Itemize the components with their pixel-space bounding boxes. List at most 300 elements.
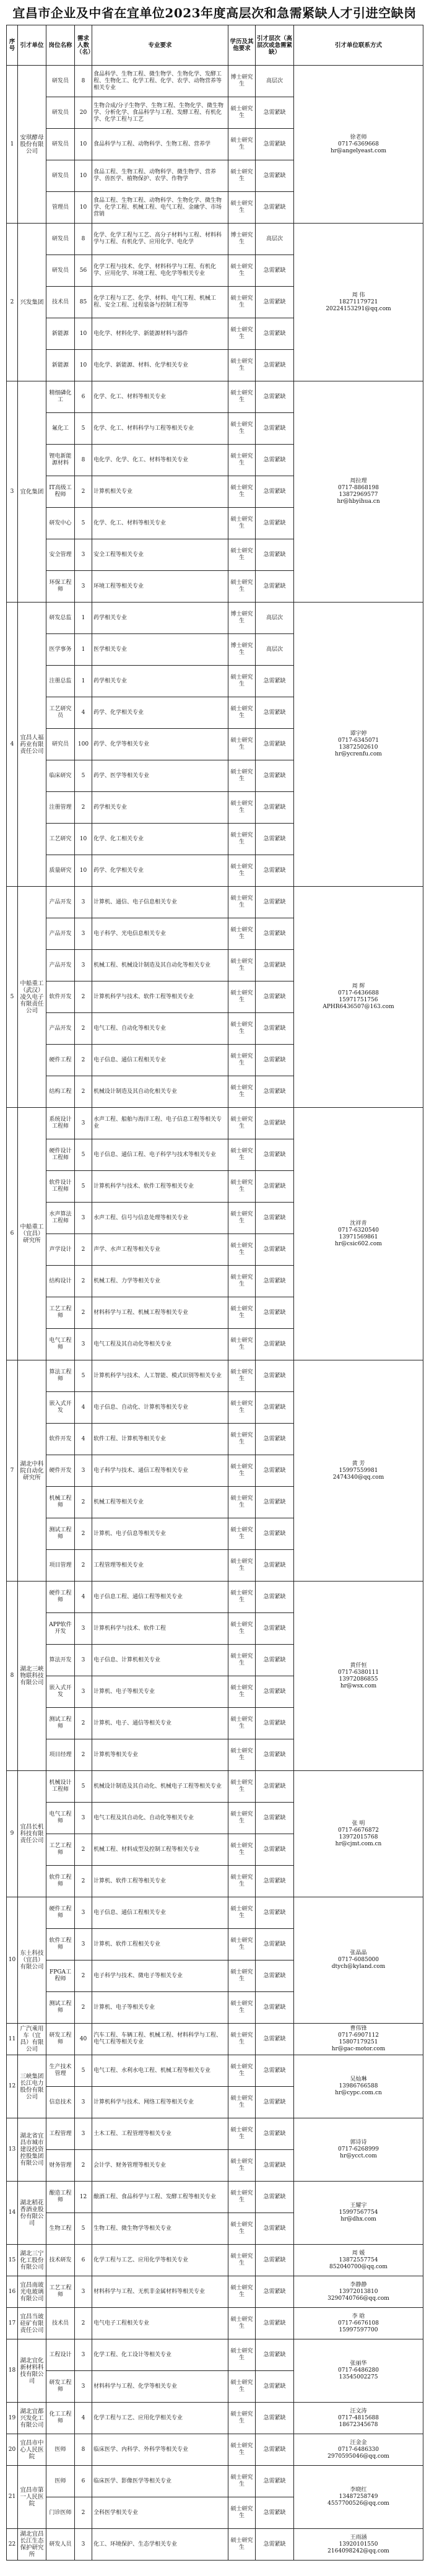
headcount: 2	[75, 1266, 92, 1297]
talent-level: 急需紧缺	[256, 2339, 294, 2371]
talent-level: 高层次	[256, 66, 294, 97]
row-number: 1	[7, 66, 18, 224]
row-number: 7	[7, 1360, 18, 1582]
major-requirements: 环境工程等相关专业	[92, 571, 228, 603]
talent-level: 急需紧缺	[256, 1171, 294, 1203]
headcount: 5	[75, 508, 92, 539]
talent-level: 急需紧缺	[256, 2434, 294, 2466]
headcount: 1	[75, 634, 92, 666]
job-title: 生产技术管理	[46, 2055, 75, 2087]
major-requirements: 机械设计制造及其自动化、机械电子工程等相关专业	[92, 1771, 228, 1803]
headcount: 4	[75, 1392, 92, 1424]
headcount: 3	[75, 2087, 92, 2118]
talent-level: 急需紧缺	[256, 760, 294, 792]
major-requirements: 全科医学相关专业	[92, 2497, 228, 2529]
row-number: 6	[7, 1108, 18, 1360]
talent-level: 急需紧缺	[256, 1550, 294, 1582]
talent-level: 急需紧缺	[256, 950, 294, 981]
headcount: 3	[75, 571, 92, 603]
talent-level: 急需紧缺	[256, 729, 294, 760]
company-name: 湖北中科院自动化研究所	[18, 1360, 46, 1582]
major-requirements: 化学、化工、材料等相关专业	[92, 381, 228, 413]
education-requirement: 硕士研究生	[228, 1550, 256, 1582]
education-requirement: 硕士研究生	[228, 1518, 256, 1550]
talent-level: 急需紧缺	[256, 2466, 294, 2497]
headcount: 4	[75, 2403, 92, 2434]
job-title: 临床研究	[46, 760, 75, 792]
row-number: 12	[7, 2055, 18, 2118]
headcount: 2	[75, 1234, 92, 1266]
talent-level: 急需紧缺	[256, 981, 294, 1013]
headcount: 3	[75, 1929, 92, 1960]
job-title: 测试工程师	[46, 1992, 75, 2024]
company-name: 宜昌当玻硅矿有限责任公司	[18, 2308, 46, 2339]
header-education: 学历及其他要求	[228, 25, 256, 66]
major-requirements: 药学、医学等相关专业	[92, 760, 228, 792]
major-requirements: 电子信息、通信工程相关专业	[92, 1045, 228, 1076]
education-requirement: 硕士研究生	[228, 1108, 256, 1139]
table-row	[7, 2403, 423, 2434]
talent-vacancy-table	[6, 25, 423, 2561]
major-requirements: 电气工程及其自动化、自动化等相关专业	[92, 1803, 228, 1834]
education-requirement: 硕士研究生	[228, 318, 256, 350]
job-title: 水声算法工程师	[46, 1203, 75, 1234]
headcount: 5	[75, 1139, 92, 1171]
row-number: 9	[7, 1771, 18, 1897]
education-requirement: 硕士研究生	[228, 192, 256, 224]
headcount: 8	[75, 224, 92, 255]
headcount: 2	[75, 1992, 92, 2024]
talent-level: 急需紧缺	[256, 887, 294, 918]
headcount: 5	[75, 1771, 92, 1803]
row-number: 15	[7, 2245, 18, 2276]
table-row	[7, 1108, 423, 1139]
talent-level: 急需紧缺	[256, 2213, 294, 2245]
job-title: 注册总监	[46, 666, 75, 697]
header-count: 需求人数（名）	[75, 25, 92, 66]
education-requirement: 硕士研究生	[228, 2087, 256, 2118]
talent-level: 急需紧缺	[256, 792, 294, 824]
major-requirements: 软件工程、计算机等相关专业	[92, 1424, 228, 1455]
education-requirement: 硕士研究生	[228, 1803, 256, 1834]
contact-info: 李 晗 0717-6676108 15997597700	[294, 2308, 423, 2339]
row-number: 18	[7, 2339, 18, 2403]
headcount: 10	[75, 824, 92, 855]
table-body	[7, 66, 423, 2561]
major-requirements: 工程管理等相关专业	[92, 1550, 228, 1582]
major-requirements: 计算机、软件工程相关专业	[92, 1929, 228, 1960]
talent-level: 急需紧缺	[256, 2182, 294, 2213]
headcount: 6	[75, 2245, 92, 2276]
job-title: 软件工程师	[46, 1866, 75, 1897]
company-name: 宜昌市第一人民医院	[18, 2466, 46, 2529]
major-requirements: 电子信息、通信工程、电子科学与技术等相关专业	[92, 1139, 228, 1171]
job-title: 工艺工程师	[46, 2276, 75, 2308]
table-row	[7, 1360, 423, 1392]
major-requirements: 酿酒工程、食品科学与工程、发酵工程等相关专业	[92, 2182, 228, 2213]
major-requirements: 机械工程等相关专业	[92, 1487, 228, 1518]
major-requirements: 化工、环境保护、生态学相关专业	[92, 2529, 228, 2561]
major-requirements: 计算机、电子、通信等相关专业	[92, 1708, 228, 1739]
company-name: 中船重工（武汉）凌久电子有限责任公司	[18, 887, 46, 1108]
job-title: 产品开发	[46, 918, 75, 950]
job-title: 硬件设计工程师	[46, 1139, 75, 1171]
headcount: 8	[75, 445, 92, 476]
job-title: 研发中心	[46, 508, 75, 539]
talent-level: 急需紧缺	[256, 1992, 294, 2024]
job-title: 软件设计工程师	[46, 1171, 75, 1203]
headcount: 8	[75, 2434, 92, 2466]
talent-level: 急需紧缺	[256, 1297, 294, 1329]
major-requirements: 计算机、电子等相关专业	[92, 1676, 228, 1708]
headcount: 5	[75, 2213, 92, 2245]
education-requirement: 硕士研究生	[228, 1676, 256, 1708]
headcount: 2	[75, 1866, 92, 1897]
job-title: 新能源	[46, 350, 75, 381]
headcount: 2	[75, 792, 92, 824]
job-title: 硬件工程师	[46, 1897, 75, 1929]
education-requirement: 硕士研究生	[228, 1771, 256, 1803]
major-requirements: 水声工程、船舶与海洋工程、电子信息工程等相关专业	[92, 1108, 228, 1139]
headcount: 56	[75, 255, 92, 287]
job-title: 精细磷化工	[46, 381, 75, 413]
talent-level: 急需紧缺	[256, 1518, 294, 1550]
headcount: 2	[75, 1960, 92, 1992]
row-number: 2	[7, 224, 18, 381]
contact-info: 周 媛 13872557754 852040700@qq.com	[294, 2245, 423, 2276]
major-requirements: 电化学、化学、化工、材料等相关专业	[92, 445, 228, 476]
job-title: 医师	[46, 2434, 75, 2466]
job-title: 软件工程师	[46, 1929, 75, 1960]
major-requirements: 计算机、通信、电子信息相关专业	[92, 887, 228, 918]
headcount: 2	[75, 476, 92, 508]
major-requirements: 化学、化工、材料等相关专业	[92, 508, 228, 539]
headcount: 3	[75, 2339, 92, 2371]
job-title: 产品开发	[46, 1013, 75, 1045]
major-requirements: 计算机相关专业	[92, 476, 228, 508]
contact-info: 周拉理 0717-8868198 13872969577 hr@hbyihua.cn	[294, 381, 423, 603]
headcount: 3	[75, 2529, 92, 2561]
page	[6, 4, 423, 2561]
major-requirements: 计算机科学与技术、网络工程等相关专业	[92, 2087, 228, 2118]
job-title: 软件开发	[46, 981, 75, 1013]
talent-level: 急需紧缺	[256, 1487, 294, 1518]
talent-level: 急需紧缺	[256, 1045, 294, 1076]
major-requirements: 安全工程等相关专业	[92, 539, 228, 571]
headcount: 10	[75, 192, 92, 224]
company-name: 三峡集团长江电力股份有限公司	[18, 2055, 46, 2118]
headcount: 2	[75, 1550, 92, 1582]
education-requirement: 硕士研究生	[228, 2055, 256, 2087]
major-requirements: 计算机科学与技术、软件工程	[92, 1613, 228, 1645]
company-name: 湖北三宁化工股份有限公司	[18, 2245, 46, 2276]
job-title: 算法开发	[46, 1645, 75, 1676]
talent-level: 急需紧缺	[256, 1613, 294, 1645]
talent-level: 急需紧缺	[256, 1897, 294, 1929]
education-requirement: 硕士研究生	[228, 1045, 256, 1076]
major-requirements: 食品科学与工程、动物科学、生物工程、营养学	[92, 129, 228, 160]
education-requirement: 硕士研究生	[228, 729, 256, 760]
headcount: 6	[75, 2466, 92, 2497]
table-header-row	[7, 25, 423, 66]
headcount: 3	[75, 1203, 92, 1234]
job-title: 氟化工	[46, 413, 75, 445]
contact-info: 沈祥青 0717-6320540 13971569861 hr@csic602.com	[294, 1108, 423, 1360]
headcount: 8	[75, 66, 92, 97]
headcount: 2	[75, 2308, 92, 2339]
job-title: 结构工程	[46, 1076, 75, 1108]
education-requirement: 硕士研究生	[228, 97, 256, 129]
job-title: 研发员	[46, 66, 75, 97]
contact-info: 张丽华 0717-6486280 13545002275	[294, 2339, 423, 2403]
job-title: 硬件工程	[46, 1045, 75, 1076]
major-requirements: 生物合成/分子生物学、生物工程、生物化学、微生物学、分析化学、食品科学与工程、发酵工程、有机化学、化学工程与工艺	[92, 97, 228, 129]
headcount: 2	[75, 2150, 92, 2182]
headcount: 3	[75, 1329, 92, 1360]
talent-level: 急需紧缺	[256, 413, 294, 445]
education-requirement: 硕士研究生	[228, 255, 256, 287]
talent-level: 急需紧缺	[256, 1739, 294, 1771]
major-requirements: 电子信息、通信工程相关专业	[92, 1897, 228, 1929]
education-requirement: 硕士研究生	[228, 2466, 256, 2497]
headcount: 4	[75, 1424, 92, 1455]
education-requirement: 硕士研究生	[228, 160, 256, 192]
major-requirements: 化学工程与工艺、应用化学等相关专业	[92, 2245, 228, 2276]
header-job: 岗位名称	[46, 25, 75, 66]
contact-info: 李晓红 13487258749 4557700526@qq.com	[294, 2466, 423, 2529]
company-name: 东土科技（宜昌）有限公司	[18, 1897, 46, 2024]
headcount: 12	[75, 2182, 92, 2213]
job-title: 信息技术	[46, 2087, 75, 2118]
headcount: 5	[75, 413, 92, 445]
talent-level: 急需紧缺	[256, 697, 294, 729]
job-title: 嵌入式开发	[46, 1392, 75, 1424]
headcount: 1	[75, 603, 92, 634]
table-row	[7, 2024, 423, 2055]
education-requirement: 硕士研究生	[228, 792, 256, 824]
company-name: 宜昌市中心人民医院	[18, 2434, 46, 2466]
major-requirements: 临床医学、影像医学等相关专业	[92, 2466, 228, 2497]
headcount: 100	[75, 729, 92, 760]
table-row	[7, 2055, 423, 2087]
job-title: 研发员	[46, 97, 75, 129]
talent-level: 急需紧缺	[256, 1455, 294, 1487]
contact-info: 王雨涵 13920101550 2164098242@qq.com	[294, 2529, 423, 2561]
talent-level: 急需紧缺	[256, 1392, 294, 1424]
major-requirements: 电子信息工程、通信工程等相关专业	[92, 1582, 228, 1613]
job-title: 管理员	[46, 192, 75, 224]
education-requirement: 硕士研究生	[228, 445, 256, 476]
job-title: 研发员	[46, 255, 75, 287]
headcount: 40	[75, 2024, 92, 2055]
education-requirement: 博士研究生	[228, 634, 256, 666]
job-title: 环保工程师	[46, 571, 75, 603]
job-title: 工程管理	[46, 2118, 75, 2150]
education-requirement: 硕士研究生	[228, 1392, 256, 1424]
major-requirements: 机械工程、材料成型及控制工程等相关专业	[92, 1834, 228, 1866]
talent-level: 急需紧缺	[256, 476, 294, 508]
talent-level: 急需紧缺	[256, 2371, 294, 2403]
major-requirements: 材料科学与工程、机械工程等相关专业	[92, 1297, 228, 1329]
major-requirements: 化学工程与工艺、化学、材料、电气工程、机械工程、安全工程、过程装备与控制工程等	[92, 287, 228, 318]
company-name: 安琪酵母股份有限公司	[18, 66, 46, 224]
table-row	[7, 2245, 423, 2276]
major-requirements: 化学工程、化工设计等相关专业	[92, 2339, 228, 2371]
job-title: 机械设计工程师	[46, 1771, 75, 1803]
row-number: 3	[7, 381, 18, 603]
talent-level: 急需紧缺	[256, 445, 294, 476]
job-title: 电气工程师	[46, 1329, 75, 1360]
contact-info: 汪文涛 0717-4815688 18672345678	[294, 2403, 423, 2434]
job-title: 研究员	[46, 729, 75, 760]
contact-info: 周 辉 0717-6436688 15971751756 APHR6436507@163.com	[294, 887, 423, 1108]
education-requirement: 博士研究生	[228, 603, 256, 634]
headcount: 2	[75, 1739, 92, 1771]
job-title: 研发员	[46, 129, 75, 160]
education-requirement: 硕士研究生	[228, 381, 256, 413]
talent-level: 急需紧缺	[256, 1203, 294, 1234]
row-number: 16	[7, 2276, 18, 2308]
education-requirement: 硕士研究生	[228, 981, 256, 1013]
major-requirements: 临床医学、内科学、外科学等相关专业	[92, 2434, 228, 2466]
talent-level: 急需紧缺	[256, 1329, 294, 1360]
row-number: 19	[7, 2403, 18, 2434]
company-name: 湖北宜化新材料科技有限公司	[18, 2339, 46, 2403]
table-row	[7, 2434, 423, 2466]
talent-level: 急需紧缺	[256, 2529, 294, 2561]
talent-level: 急需紧缺	[256, 1771, 294, 1803]
header-level: 引才层次（高层次或急需紧缺）	[256, 25, 294, 66]
major-requirements: 电气工程、水利水电工程、机械工程等相关专业	[92, 2055, 228, 2087]
major-requirements: 电化学、新能源、材料、化学相关专业	[92, 350, 228, 381]
major-requirements: 药学相关专业	[92, 603, 228, 634]
education-requirement: 硕士研究生	[228, 1487, 256, 1518]
major-requirements: 计算机科学与技术、软件工程等相关专业	[92, 981, 228, 1013]
education-requirement: 硕士研究生	[228, 1739, 256, 1771]
education-requirement: 硕士研究生	[228, 1834, 256, 1866]
contact-info: 郭诗诗 0717-6268999 hr@ycct.com	[294, 2118, 423, 2182]
company-name: 湖北宜都兴发化工有限公司	[18, 2403, 46, 2434]
job-title: 安全管理	[46, 539, 75, 571]
headcount: 3	[75, 2371, 92, 2403]
headcount: 3	[75, 1803, 92, 1834]
job-title: 测试工程师	[46, 1518, 75, 1550]
job-title: 软件开发	[46, 1424, 75, 1455]
talent-level: 急需紧缺	[256, 1424, 294, 1455]
company-name: 中船重工（宜昌）研究所	[18, 1108, 46, 1360]
headcount: 5	[75, 2055, 92, 2087]
row-number: 10	[7, 1897, 18, 2024]
contact-info: 曹伟锋 0717-6907112 15807179251 hr@gac-motor.com	[294, 2024, 423, 2055]
job-title: 机械工程师	[46, 1487, 75, 1518]
education-requirement: 硕士研究生	[228, 2529, 256, 2561]
talent-level: 急需紧缺	[256, 1013, 294, 1045]
education-requirement: 硕士研究生	[228, 1266, 256, 1297]
headcount: 3	[75, 539, 92, 571]
education-requirement: 硕士研究生	[228, 1897, 256, 1929]
major-requirements: 化学、化工、材料科学与工程等相关专业	[92, 413, 228, 445]
table-row	[7, 2466, 423, 2497]
table-row	[7, 2308, 423, 2339]
job-title: 工艺工程师	[46, 1297, 75, 1329]
education-requirement: 硕士研究生	[228, 1866, 256, 1897]
education-requirement: 硕士研究生	[228, 855, 256, 887]
company-name: 宜化集团	[18, 381, 46, 603]
headcount: 2	[75, 1297, 92, 1329]
row-number: 5	[7, 887, 18, 1108]
major-requirements: 食品工程、生物工程、动物科学、生物化学、微生物学、化学工程、机械工程、电气工程、金融学、市场营销	[92, 192, 228, 224]
talent-level: 急需紧缺	[256, 192, 294, 224]
company-name: 宜昌人福药业有限责任公司	[18, 603, 46, 887]
talent-level: 急需紧缺	[256, 350, 294, 381]
education-requirement: 硕士研究生	[228, 918, 256, 950]
education-requirement: 硕士研究生	[228, 697, 256, 729]
education-requirement: 硕士研究生	[228, 571, 256, 603]
education-requirement: 硕士研究生	[228, 539, 256, 571]
education-requirement: 博士研究生	[228, 66, 256, 97]
headcount: 20	[75, 97, 92, 129]
job-title: APP软件开发	[46, 1613, 75, 1645]
headcount: 3	[75, 2276, 92, 2308]
major-requirements: 计算机、软件工程等相关专业	[92, 1866, 228, 1897]
major-requirements: 材料科学与工程、化学等相关专业	[92, 2371, 228, 2403]
talent-level: 急需紧缺	[256, 855, 294, 887]
headcount: 3	[75, 2118, 92, 2150]
table-row	[7, 224, 423, 255]
table-row	[7, 2339, 423, 2371]
education-requirement: 硕士研究生	[228, 2024, 256, 2055]
headcount: 85	[75, 287, 92, 318]
company-name: 湖北宜昌长江生态保护研究所	[18, 2529, 46, 2561]
education-requirement: 硕士研究生	[228, 1329, 256, 1360]
talent-level: 急需紧缺	[256, 2055, 294, 2087]
major-requirements: 电子信息、自动化、计算机等相关专业	[92, 1392, 228, 1424]
education-requirement: 硕士研究生	[228, 2276, 256, 2308]
headcount: 2	[75, 1708, 92, 1739]
education-requirement: 硕士研究生	[228, 2150, 256, 2182]
major-requirements: 食品工程、生物工程、动物科学、微生物学、营养学、兽医学、植物保护、农学、作物学	[92, 160, 228, 192]
major-requirements: 会计学、财务管理等相关专业	[92, 2150, 228, 2182]
table-row	[7, 1897, 423, 1929]
talent-level: 急需紧缺	[256, 2497, 294, 2529]
job-title: 算法工程师	[46, 1360, 75, 1392]
job-title: 硬件开发	[46, 1455, 75, 1487]
talent-level: 急需紧缺	[256, 1108, 294, 1139]
education-requirement: 硕士研究生	[228, 887, 256, 918]
education-requirement: 博士研究生	[228, 224, 256, 255]
headcount: 5	[75, 1171, 92, 1203]
job-title: 硬件工程师	[46, 1582, 75, 1613]
headcount: 2	[75, 1487, 92, 1518]
talent-level: 急需紧缺	[256, 160, 294, 192]
talent-level: 急需紧缺	[256, 318, 294, 350]
education-requirement: 硕士研究生	[228, 2339, 256, 2371]
major-requirements: 药学相关专业	[92, 792, 228, 824]
headcount: 10	[75, 318, 92, 350]
talent-level: 高层次	[256, 634, 294, 666]
table-row	[7, 887, 423, 918]
job-title: 产品开发	[46, 950, 75, 981]
headcount: 2	[75, 2497, 92, 2529]
talent-level: 急需紧缺	[256, 1582, 294, 1613]
major-requirements: 电子科学与技术、微电子等相关专业	[92, 1960, 228, 1992]
table-row	[7, 66, 423, 97]
headcount: 3	[75, 1676, 92, 1708]
major-requirements: 电气工程、自动化等相关专业	[92, 1013, 228, 1045]
table-row	[7, 2276, 423, 2308]
education-requirement: 硕士研究生	[228, 1455, 256, 1487]
talent-level: 急需紧缺	[256, 1929, 294, 1960]
